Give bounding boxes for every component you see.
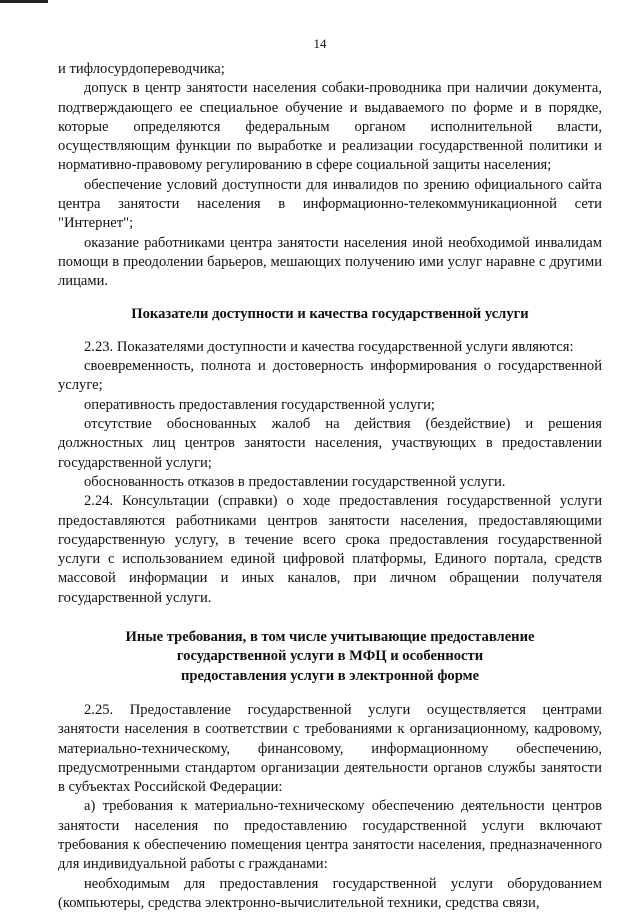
document-body	[58, 60, 602, 913]
paragraph: 2.24. Консультации (справки) о ходе предоставления государственной услуги предоставляются работниками центров занятости населения, предоставляющими государственную услугу, в течение всего срока предоставления государственной услуги с использованием единой цифровой платформы, Единого портала, средств массовой информации и иных каналов, при личном обращении получателя государственной услуги.	[58, 493, 602, 606]
heading-line: Иные требования, в том числе учитывающие предоставление	[125, 629, 535, 646]
scan-edge-mark	[0, 0, 48, 3]
paragraph: отсутствие обоснованных жалоб на действия (бездействие) и решения должностных лиц центров занятости населения, участвующих в предоставлении государственной услуги;	[58, 416, 602, 471]
paragraph: обоснованность отказов в предоставлении государственной услуги.	[84, 473, 506, 490]
paragraph: 2.23. Показателями доступности и качества государственной услуги являются:	[84, 338, 574, 355]
paragraph: и тифлосурдопереводчика;	[58, 61, 225, 77]
page-number: 14	[313, 36, 327, 51]
paragraph: а) требования к материально-техническому обеспечению деятельности центров занятости населения по предоставлению государственной услуги включают требования к обеспечению помещения центра занятости населения, предназначенного для индивидуальной работы с гражданами:	[58, 798, 602, 873]
section-heading-other-requirements	[58, 628, 602, 686]
paragraph: оказание работниками центра занятости населения иной необходимой инвалидам помощи в преодолении барьеров, мешающих получению ими услуг наравне с другими лицами.	[58, 234, 602, 290]
section-heading-accessibility: Показатели доступности и качества государственной услуги	[131, 305, 529, 322]
paragraph: оперативность предоставления государственной услуги;	[84, 396, 435, 413]
paragraph: своевременность, полнота и достоверность информирования о государственной услуге;	[58, 358, 602, 394]
paragraph: обеспечение условий доступности для инвалидов по зрению официального сайта центра занятости населения в информационно-телекоммуникационной сети "Интернет";	[58, 176, 602, 232]
paragraph: допуск в центр занятости населения собаки-проводника при наличии документа, подтверждающего ее специальное обучение и выдаваемого по форме и в порядке, которые определяются федеральным органом исполнительной власти, осуществляющим функции по выработке и реализации государственной политики и нормативно-правовому регулированию в сфере социальной защиты населения;	[58, 80, 602, 174]
heading-line: предоставления услуги в электронной форме	[180, 667, 480, 684]
paragraph: необходимым для предоставления государственной услуги оборудованием (компьютеры, средства электронно-вычислительной техники, средства связи,	[58, 875, 602, 911]
paragraph: 2.25. Предоставление государственной услуги осуществляется центрами занятости населения в соответствии с требованиями к организационному, кадровому, материально-техническому, финансовому, информационному обеспечению, предусмотренными стандартом организации деятельности органов службы занятости в субъектах Российской Федерации:	[58, 701, 602, 796]
heading-line: государственной услуги в МФЦ и особенности	[176, 648, 484, 665]
